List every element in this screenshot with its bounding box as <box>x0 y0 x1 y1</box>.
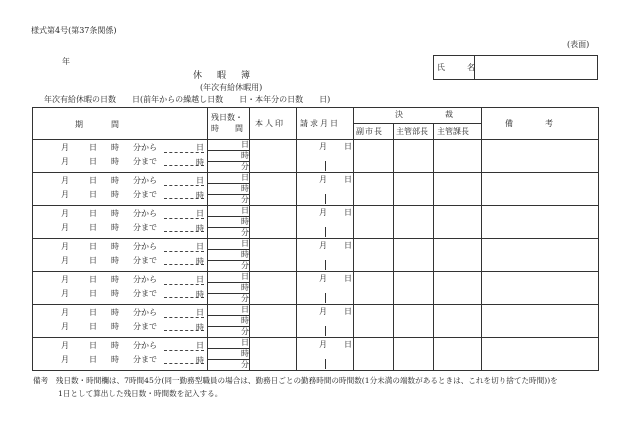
remaining-minute-unit: 分 <box>241 261 249 270</box>
period-to-day: 日 <box>89 157 97 166</box>
period-to-day: 日 <box>89 256 97 265</box>
period-from-day: 日 <box>89 242 97 251</box>
period-from-day-end: 日 <box>196 176 204 185</box>
remaining-day-unit: 日 <box>241 272 249 281</box>
remaining-minute-unit: 分 <box>241 294 249 303</box>
period-to-hour: 時 <box>111 355 119 364</box>
remaining-hour-unit: 時 <box>241 217 249 226</box>
period-to-month: 月 <box>61 289 69 298</box>
request-day-unit: 日 <box>344 340 352 349</box>
period-to-hour: 時 <box>111 289 119 298</box>
name-label: 氏 名 <box>437 63 477 72</box>
period-from-hour: 時 <box>111 176 119 185</box>
period-to-day: 日 <box>89 355 97 364</box>
period-from-day: 日 <box>89 341 97 350</box>
period-from-label: 分から <box>133 341 157 350</box>
remaining-day-unit: 日 <box>241 206 249 215</box>
remaining-day-unit: 日 <box>241 338 249 347</box>
period-to-hour-end: 時 <box>196 257 204 266</box>
remaining-hour-unit: 時 <box>241 250 249 259</box>
col-header-remaining-time: 時 間 <box>211 124 243 133</box>
col-header-seal: 本人印 <box>255 119 285 128</box>
form-number: 様式第4号(第37条関係) <box>31 26 117 35</box>
request-month-unit: 月 <box>319 274 327 283</box>
period-from-month: 月 <box>61 275 69 284</box>
period-from-label: 分から <box>133 275 157 284</box>
col-header-request-date: 請求月日 <box>300 119 340 128</box>
period-to-label: 分まで <box>133 157 157 166</box>
name-field[interactable] <box>480 64 592 74</box>
period-from-label: 分から <box>133 176 157 185</box>
remaining-hour-unit: 時 <box>241 349 249 358</box>
period-from-day: 日 <box>89 176 97 185</box>
period-to-hour: 時 <box>111 157 119 166</box>
request-month-unit: 月 <box>319 142 327 151</box>
period-to-month: 月 <box>61 157 69 166</box>
period-from-month: 月 <box>61 242 69 251</box>
col-header-chief: 主管部長 <box>396 127 428 136</box>
page-subtitle: (年次有給休暇用) <box>200 83 263 92</box>
remaining-day-unit: 日 <box>241 305 249 314</box>
period-to-month: 月 <box>61 322 69 331</box>
period-from-label: 分から <box>133 242 157 251</box>
period-to-hour-end: 時 <box>196 224 204 233</box>
remaining-minute-unit: 分 <box>241 360 249 369</box>
period-from-label: 分から <box>133 143 157 152</box>
remaining-minute-unit: 分 <box>241 162 249 171</box>
period-to-month: 月 <box>61 355 69 364</box>
period-to-label: 分まで <box>133 256 157 265</box>
period-from-day-end: 日 <box>196 143 204 152</box>
period-from-day-end: 日 <box>196 209 204 218</box>
period-to-hour-end: 時 <box>196 158 204 167</box>
remaining-hour-unit: 時 <box>241 283 249 292</box>
remaining-hour-unit: 時 <box>241 184 249 193</box>
period-from-month: 月 <box>61 143 69 152</box>
request-day-unit: 日 <box>344 274 352 283</box>
period-to-label: 分まで <box>133 289 157 298</box>
period-to-month: 月 <box>61 190 69 199</box>
period-from-day: 日 <box>89 209 97 218</box>
request-day-unit: 日 <box>344 208 352 217</box>
period-from-hour: 時 <box>111 341 119 350</box>
period-to-hour-end: 時 <box>196 323 204 332</box>
annual-leave-label: 年次有給休暇の日数 日(前年からの繰越し日数 日・本年分の日数 日) <box>44 95 331 104</box>
period-from-day-end: 日 <box>196 308 204 317</box>
footnote-line-2: 1日として算出した残日数・時間数を記入する。 <box>58 389 223 398</box>
period-to-hour-end: 時 <box>196 191 204 200</box>
period-to-day: 日 <box>89 289 97 298</box>
period-to-hour-end: 時 <box>196 290 204 299</box>
period-to-hour: 時 <box>111 223 119 232</box>
period-from-hour: 時 <box>111 242 119 251</box>
period-from-day: 日 <box>89 275 97 284</box>
col-header-period: 期 間 <box>75 120 120 129</box>
period-to-hour-end: 時 <box>196 356 204 365</box>
remaining-hour-unit: 時 <box>241 316 249 325</box>
period-from-day: 日 <box>89 308 97 317</box>
period-to-day: 日 <box>89 223 97 232</box>
request-day-unit: 日 <box>344 175 352 184</box>
period-from-hour: 時 <box>111 143 119 152</box>
request-month-unit: 月 <box>319 208 327 217</box>
remaining-hour-unit: 時 <box>241 151 249 160</box>
footnote-line-1: 備考 残日数・時間欄は、7時間45分(同一勤務型職員の場合は、勤務日ごとの勤務時間の時間数(1分未満の端数があるときは、これを切り捨てた時間))を <box>33 376 558 385</box>
period-from-hour: 時 <box>111 275 119 284</box>
request-month-unit: 月 <box>319 175 327 184</box>
remaining-day-unit: 日 <box>241 173 249 182</box>
period-to-day: 日 <box>89 190 97 199</box>
period-from-month: 月 <box>61 209 69 218</box>
remaining-day-unit: 日 <box>241 140 249 149</box>
request-month-unit: 月 <box>319 241 327 250</box>
period-to-label: 分まで <box>133 322 157 331</box>
period-from-label: 分から <box>133 308 157 317</box>
period-from-day-end: 日 <box>196 242 204 251</box>
period-from-hour: 時 <box>111 209 119 218</box>
request-month-unit: 月 <box>319 340 327 349</box>
period-to-label: 分まで <box>133 190 157 199</box>
period-from-day-end: 日 <box>196 341 204 350</box>
request-day-unit: 日 <box>344 307 352 316</box>
request-day-unit: 日 <box>344 241 352 250</box>
period-from-day-end: 日 <box>196 275 204 284</box>
remaining-minute-unit: 分 <box>241 327 249 336</box>
col-header-remaining: 残日数・ <box>211 113 243 122</box>
col-header-approval: 決 裁 <box>395 110 455 119</box>
remaining-minute-unit: 分 <box>241 228 249 237</box>
request-month-unit: 月 <box>319 307 327 316</box>
period-from-month: 月 <box>61 308 69 317</box>
request-day-unit: 日 <box>344 142 352 151</box>
period-to-hour: 時 <box>111 190 119 199</box>
col-header-deputy-mayor: 副市長 <box>356 127 383 136</box>
period-from-month: 月 <box>61 176 69 185</box>
period-from-month: 月 <box>61 341 69 350</box>
year-label: 年 <box>62 57 70 66</box>
period-from-hour: 時 <box>111 308 119 317</box>
side-label: (表面) <box>567 40 590 49</box>
col-header-section-chief: 主管課長 <box>437 127 469 136</box>
remaining-day-unit: 日 <box>241 239 249 248</box>
period-from-label: 分から <box>133 209 157 218</box>
page-title: 休 暇 簿 <box>193 71 254 81</box>
period-from-day: 日 <box>89 143 97 152</box>
period-to-hour: 時 <box>111 322 119 331</box>
period-to-day: 日 <box>89 322 97 331</box>
col-header-remarks: 備 考 <box>505 119 555 128</box>
period-to-month: 月 <box>61 223 69 232</box>
remaining-minute-unit: 分 <box>241 195 249 204</box>
period-to-label: 分まで <box>133 223 157 232</box>
period-to-label: 分まで <box>133 355 157 364</box>
period-to-hour: 時 <box>111 256 119 265</box>
period-to-month: 月 <box>61 256 69 265</box>
